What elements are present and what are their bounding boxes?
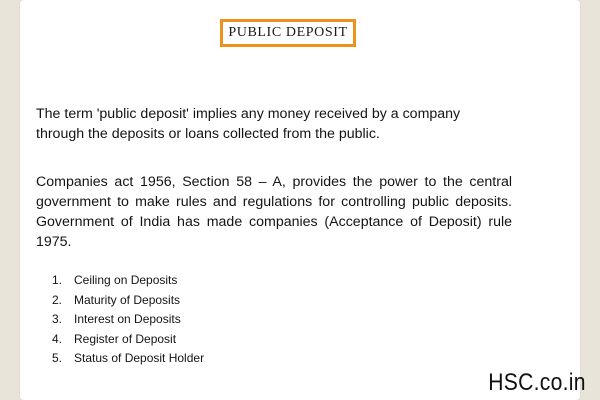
companies-act-paragraph: Companies act 1956, Section 58 – A, provides the power to the central government to make rules and regulations for controlling public deposits. Government of India has made companies (Acceptance of Deposit) rule 1975. [36,174,512,250]
title-box [220,19,356,47]
list-item-text: Ceiling on Deposits [74,273,178,287]
list-item-text: Maturity of Deposits [74,292,181,307]
list-item-text: Interest on Deposits [74,312,181,327]
list-item-number: 5. [52,351,63,366]
list-item [52,271,204,291]
list-item-number: 4. [52,331,63,346]
list-item-number: 3. [52,312,63,327]
list-item [52,349,204,369]
page-title: PUBLIC DEPOSIT [228,25,348,40]
list-item-text: Status of Deposit Holder [74,351,205,366]
slide-card [20,0,580,400]
list-item-text: Register of Deposit [74,331,177,346]
definition-paragraph: The term 'public deposit' implies any money received by a company through the deposits or loans collected from the public. [36,106,461,142]
list-item-number: 2. [52,292,63,307]
deposit-rules-list [52,271,204,369]
list-item [52,291,204,311]
site-watermark: HSC.co.in [488,369,586,396]
list-item [52,310,204,330]
list-item [52,330,204,350]
list-item-number: 1. [52,273,63,287]
